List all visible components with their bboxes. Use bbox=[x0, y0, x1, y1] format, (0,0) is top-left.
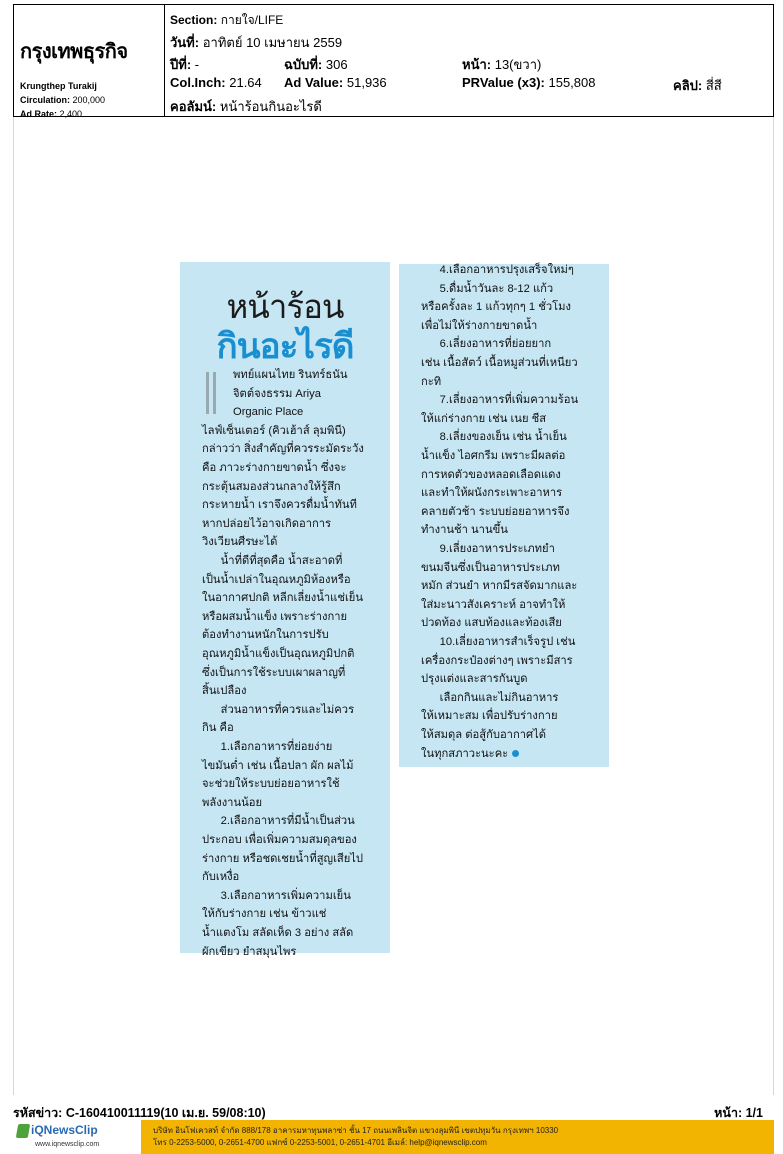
page-number: หน้า: 1/1 bbox=[714, 1106, 763, 1120]
article-line: ให้เหมาะสม เพื่อปรับร่างกาย bbox=[421, 710, 558, 723]
publication-meta bbox=[20, 79, 105, 121]
article-line: เป็นน้ำเปล่าในอุณหภูมิห้องหรือ bbox=[202, 573, 351, 586]
article-line: เช่น เนื้อสัตว์ เนื้อหมูส่วนที่เหนียว bbox=[421, 357, 578, 369]
clip-header bbox=[13, 4, 774, 117]
article-line: ปวดท้อง แสบท้องและท้องเสีย bbox=[421, 617, 562, 630]
article-line: จิตต์จงธรรม Ariya bbox=[233, 387, 321, 400]
article-line: ต้องทำงานหนักในการปรับ bbox=[202, 629, 329, 642]
company-address: บริษัท อินโฟเควสท์ จำกัด 888/178 อาคารมหาทุนพลาซ่า ชั้น 17 ถนนเพลินจิต แขวงลุมพินี เขตปทุมวัน กรุงเทพฯ 10330 โทร 0-2253-5000, 0-2651-4700 แฟกซ์ 0-2253-5001, 0-2651-4701 อีเมล์: help@iqnewsclip.com bbox=[153, 1126, 559, 1147]
article-line: หรือครั้งละ 1 แก้วทุกๆ 1 ชั่วโมง bbox=[421, 301, 571, 314]
clip-color-cell: คลิป: สี่สี bbox=[673, 78, 722, 93]
prvalue-cell: PRValue (x3): 155,808 bbox=[462, 75, 596, 90]
article-line: หากปล่อยไว้อาจเกิดอาการ bbox=[202, 517, 332, 530]
page-cell: หน้า: 13(ขวา) bbox=[462, 57, 542, 72]
article-line: ขนมจีนซึ่งเป็นอาหารประเภท bbox=[421, 561, 560, 574]
article-line: ซึ่งเป็นการใช้ระบบเผาผลาญที่ bbox=[202, 666, 346, 679]
article-line: กล่าวว่า สิ่งสำคัญที่ควรระมัดระวัง bbox=[202, 443, 364, 456]
article-line: 2.เลือกอาหารที่มีน้ำเป็นส่วน bbox=[202, 815, 355, 828]
article-line: กิน คือ bbox=[202, 722, 234, 735]
article-line: หมัก ส่วนยำ หากมีรสจัดมากและ bbox=[421, 580, 578, 593]
article-line: และทำให้ผนังกระเพาะอาหาร bbox=[421, 487, 563, 500]
article-line: น้ำแตงโม สลัดเห็ด 3 อย่าง สลัด bbox=[202, 927, 354, 939]
article-line: 9.เลี่ยงอาหารประเภทยำ bbox=[421, 543, 555, 555]
article-line: กะทิ bbox=[421, 375, 442, 388]
article-line: 8.เลี่ยงของเย็น เช่น น้ำเย็น bbox=[421, 431, 567, 444]
article-title-line1: หน้าร้อน bbox=[226, 288, 344, 325]
footer-bar bbox=[13, 1120, 774, 1154]
article-line: 4.เลือกอาหารปรุงเสร็จใหม่ๆ bbox=[421, 264, 574, 276]
article-line: ปรุงแต่งและสารกันบูด bbox=[421, 673, 528, 686]
article-line: ในทุกสภาวะนะคะ bbox=[421, 745, 519, 764]
article-line: 7.เลี่ยงอาหารที่เพิ่มความร้อน bbox=[421, 394, 579, 407]
iqnewsclip-logo[interactable]: iQNewsClip www.iqnewsclip.com bbox=[13, 1120, 141, 1154]
article-line: ร่างกาย หรือชดเชยน้ำที่สูญเสียไป bbox=[202, 852, 364, 865]
section-row: Section: กายใจ/LIFE bbox=[170, 13, 284, 27]
article-box-right bbox=[399, 264, 609, 767]
article-line: เครื่องกระป๋องต่างๆ เพราะมีสาร bbox=[421, 654, 573, 667]
article-line: ผักเขียว ยำสมุนไพร bbox=[202, 945, 297, 958]
ad-rate-line: Ad Rate: 2,400 bbox=[20, 109, 83, 119]
clip-meta bbox=[170, 5, 773, 116]
article-line: ไลฟ์เซ็นเตอร์ (คิวเฮ้าส์ ลุมพินี) bbox=[202, 424, 346, 437]
article-line: Organic Place bbox=[233, 406, 304, 419]
year-cell: ปีที่: - bbox=[170, 57, 200, 72]
colinch-cell: Col.Inch: 21.64 bbox=[170, 75, 262, 90]
clip-frame bbox=[13, 117, 774, 1095]
article-line: ไขมันต่ำ เช่น เนื้อปลา ผัก ผลไม้ bbox=[202, 759, 354, 772]
article-line: เลือกกินและไม่กินอาหาร bbox=[421, 691, 559, 704]
article-line: ให้แก่ร่างกาย เช่น เนย ชีส bbox=[421, 412, 547, 425]
advalue-cell: Ad Value: 51,936 bbox=[284, 75, 387, 90]
article-title-line2: กินอะไรดี bbox=[216, 327, 354, 366]
article-line: ในอากาศปกติ หลีกเลี่ยงน้ำแช่เย็น bbox=[202, 592, 363, 605]
circulation-line: Circulation: 200,000 bbox=[20, 95, 106, 105]
article-line: 5.ดื่มน้ำวันละ 8-12 แก้ว bbox=[421, 282, 554, 295]
article-line: สิ้นเปลือง bbox=[202, 685, 247, 698]
news-code: รหัสข่าว: C-160410011119(10 เม.ย. 59/08:10) bbox=[13, 1106, 266, 1120]
article-line: น้ำที่ดีที่สุดคือ น้ำสะอาดที่ bbox=[202, 555, 343, 567]
article-line: 6.เลี่ยงอาหารที่ย่อยยาก bbox=[421, 338, 552, 351]
article-line: 3.เลือกอาหารเพิ่มความเย็น bbox=[202, 889, 351, 902]
article-line: ประกอบ เพื่อเพิ่มความสมดุลของ bbox=[202, 834, 357, 846]
drop-cap-bar bbox=[206, 372, 209, 414]
article-line: กับเหงื่อ bbox=[202, 871, 240, 884]
article-line: คือ ภาวะร่างกายขาดน้ำ ซึ่งจะ bbox=[202, 462, 347, 474]
article-line: ส่วนอาหารที่ควรและไม่ควร bbox=[202, 703, 355, 716]
article-line: ให้สมดุล ต่อสู้กับอากาศได้ bbox=[421, 729, 547, 741]
article-line: ทำงานช้า นานขึ้น bbox=[421, 524, 508, 537]
publication-panel bbox=[14, 5, 165, 119]
article-line: ให้กับร่างกาย เช่น ข้าวแช่ bbox=[202, 908, 327, 921]
article-box-left bbox=[180, 262, 390, 958]
article-line: วิงเวียนศีรษะได้ bbox=[202, 536, 278, 549]
article-line: กระตุ้นสมองส่วนกลางให้รู้สึก bbox=[202, 480, 341, 493]
article-line: กระหายน้ำ เราจึงควรดื่มน้ำทันที bbox=[202, 499, 357, 512]
article-line: 10.เลี่ยงอาหารสำเร็จรูป เช่น bbox=[421, 636, 576, 648]
article-line: ใส่มะนาวสังเคราะห์ อาจทำให้ bbox=[421, 598, 566, 611]
article-line: 1.เลือกอาหารที่ย่อยง่าย bbox=[202, 741, 333, 753]
iqnewsclip-logo-icon bbox=[16, 1124, 30, 1138]
article-line: การหดตัวของหลอดเลือดแดง bbox=[421, 468, 561, 481]
date-row: วันที่: อาทิตย์ 10 เมษายน 2559 bbox=[170, 35, 343, 50]
issue-cell: ฉบับที่: 306 bbox=[284, 57, 348, 72]
publication-logo: กรุงเทพธุรกิจ bbox=[20, 39, 128, 63]
publication-english-name: Krungthep Turakij bbox=[20, 81, 97, 91]
article-line: พทย์แผนไทย รินทร์ธนัน bbox=[233, 369, 348, 381]
article-line: น้ำแข็ง ไอศกรีม เพราะมีผลต่อ bbox=[421, 450, 566, 462]
end-mark-icon bbox=[512, 750, 519, 757]
article-line: หรือผสมน้ำแข็ง เพราะร่างกาย bbox=[202, 610, 348, 623]
article-line: พลังงานน้อย bbox=[202, 796, 263, 809]
article-line: อุณหภูมิน้ำแข็งเป็นอุณหภูมิปกติ bbox=[202, 648, 355, 660]
article-line: คลายตัวช้า ระบบย่อยอาหารจึง bbox=[421, 505, 570, 518]
article-line: เพื่อไม่ให้ร่างกายขาดน้ำ bbox=[421, 319, 538, 332]
drop-cap-bar bbox=[213, 372, 216, 414]
column-row: คอลัมน์: หน้าร้อนกินอะไรดี bbox=[170, 99, 322, 114]
article-line: จะช่วยให้ระบบย่อยอาหารใช้ bbox=[202, 778, 340, 791]
